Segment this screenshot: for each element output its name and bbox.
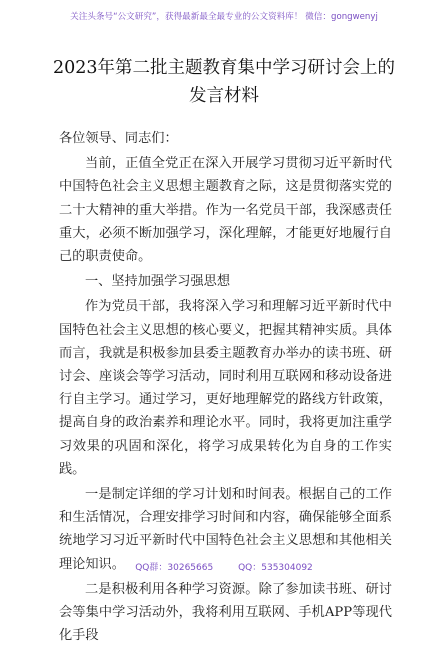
title-line-2: 发言材料 <box>189 86 259 106</box>
paragraph-section-1: 作为党员干部，我将深入学习和理解习近平新时代中国特色社会主义思想的核心要义，把握其精神实质。具体而言，我就是积极参加县委主题教育办举办的读书班、研讨会、座谈会等学习活动，同时利用互联网和移动设备进行自主学习。通过学习，更好地理解党的路线方针政策，提高自身的政治素养和理论水平。同时，我将更加注重学习效果的巩固和深化，将学习成果转化为自身的工作实践。 <box>59 299 392 477</box>
paragraph-point-1: 一是制定详细的学习计划和时间表。根据自己的工作和生活情况，合理安排学习时间和内容，确保能够全面系统地学习习近平新时代中国特色社会主义思想和其他相关理论知识。 <box>59 487 392 572</box>
footer-qq-group: QQ群：30265665 <box>135 563 214 573</box>
salutation: 各位领导、同志们： <box>59 131 178 146</box>
section-heading-1: 一、坚持加强学习强思想 <box>85 274 231 290</box>
paragraph-intro: 当前，正值全党正在深入开展学习贯彻习近平新时代中国特色社会主义思想主题教育之际，这是贯彻落实党的二十大精神的重大举措。作为一名党员干部，我深感责任重大，必须不断加强学习，深化理解，才能更好地履行自己的职责使命。 <box>59 156 392 265</box>
title-line-1: 2023年第二批主题教育集中学习研讨会上的 <box>52 58 396 78</box>
footer-contact <box>0 560 448 573</box>
footer-qq: QQ：535304092 <box>238 563 313 573</box>
document-title <box>0 54 448 110</box>
header-banner: 关注头条号“公文研究”，获得最新最全最专业的公文资料库！ 微信：gongwenyj <box>70 12 378 22</box>
paragraph-point-2: 二是积极利用各种学习资源。除了参加读书班、研讨会等集中学习活动外，我将利用互联网、手机APP等现代化手段 <box>59 581 392 644</box>
